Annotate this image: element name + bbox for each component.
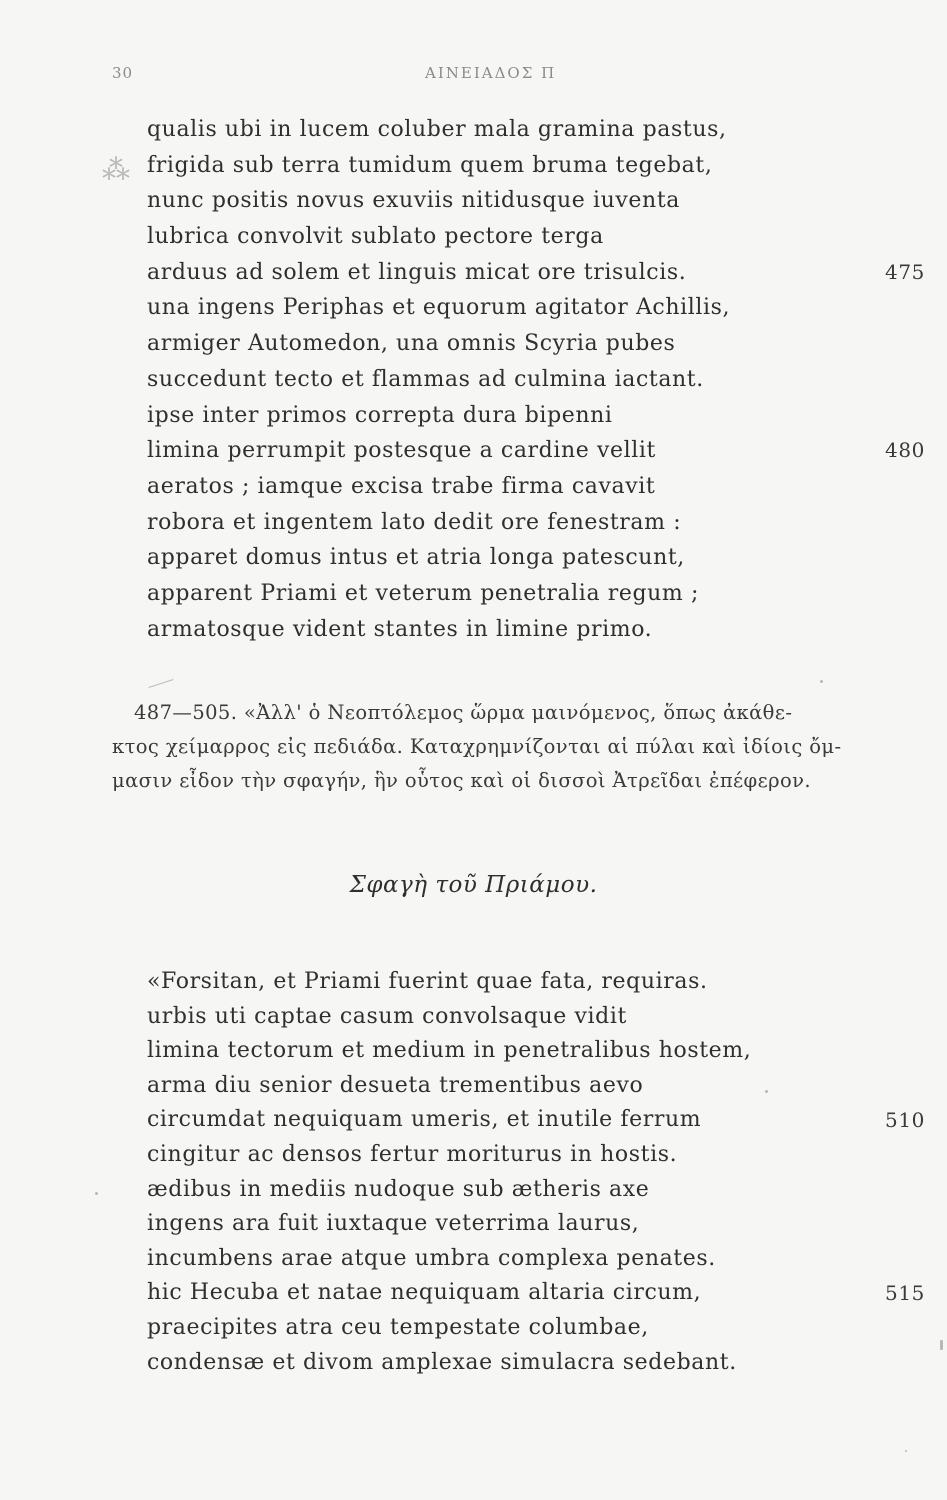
greek-summary — [112, 696, 937, 798]
verse-line — [147, 1346, 847, 1381]
verse-text: hic Hecuba et natae nequiquam altaria circum, — [147, 1280, 702, 1306]
verse-line — [147, 148, 847, 184]
verse-line — [147, 183, 847, 219]
verse-text: ipse inter primos correpta dura bipenni — [147, 402, 613, 428]
verse-line — [147, 1000, 847, 1035]
verse-line — [147, 1069, 847, 1104]
verse-block-top — [147, 112, 925, 647]
paper-speck — [765, 1090, 768, 1093]
verse-line — [147, 290, 847, 326]
verse-line — [147, 1207, 847, 1242]
paper-speck — [820, 680, 823, 683]
verse-text: apparent Priami et veterum penetralia regum ; — [147, 580, 700, 606]
summary-line: μασιν εἶδον τὴν σφαγήν, ἣν οὗτος καὶ οἱ δισσοὶ Ἀτρεῖδαι ἐπέφερον. — [112, 769, 811, 792]
verse-line — [147, 505, 847, 541]
line-number: 480 — [885, 438, 925, 463]
verse-text: urbis uti captae casum convolsaque vidit — [147, 1003, 627, 1029]
paper-speck — [940, 1340, 943, 1350]
verse-text: cingitur ac densos fertur moriturus in hostis. — [147, 1141, 678, 1167]
verse-line — [147, 433, 925, 469]
verse-text: condensæ et divom amplexae simulacra sedebant. — [147, 1349, 737, 1375]
verse-text: limina tectorum et medium in penetralibus hostem, — [147, 1038, 752, 1064]
page-number: 30 — [112, 64, 134, 82]
verse-text: qualis ubi in lucem coluber mala gramina pastus, — [147, 117, 727, 142]
verse-text: lubrica convolvit sublato pectore terga — [147, 224, 604, 250]
section-title: Σφαγὴ τοῦ Πριάμου. — [349, 872, 598, 898]
verse-line — [147, 255, 925, 291]
verse-text: ingens ara fuit iuxtaque veterrima laurus, — [147, 1211, 640, 1237]
pencil-stroke — [148, 679, 173, 688]
verse-text: praecipites atra ceu tempestate columbae, — [147, 1314, 649, 1340]
line-number: 515 — [885, 1281, 925, 1306]
verse-text: «Forsitan, et Priami fuerint quae fata, requiras. — [147, 969, 708, 994]
verse-line — [147, 362, 847, 398]
ink-stain-mark: ⁂ — [102, 153, 130, 186]
verse-text: arduus ad solem et linguis micat ore trisulcis. — [147, 259, 687, 285]
verse-line — [147, 1103, 925, 1138]
verse-text: apparet domus intus et atria longa patescunt, — [147, 545, 685, 571]
summary-line: 487—505. «Ἀλλ' ὁ Νεοπτόλεμος ὥρμα μαινόμενος, ὅπως ἀκάθε- — [134, 701, 793, 724]
verse-line — [147, 1173, 847, 1208]
verse-line — [147, 540, 847, 576]
verse-text: aeratos ; iamque excisa trabe firma cavavit — [147, 473, 656, 499]
verse-text: limina perrumpit postesque a cardine vellit — [147, 438, 656, 464]
verse-text: armiger Automedon, una omnis Scyria pubes — [147, 331, 676, 357]
verse-line — [147, 576, 847, 612]
verse-text: frigida sub terra tumidum quem bruma tegebat, — [147, 152, 713, 178]
verse-text: succedunt tecto et flammas ad culmina iactant. — [147, 366, 704, 392]
verse-text: una ingens Periphas et equorum agitator Achillis, — [147, 295, 731, 321]
verse-block-bottom — [147, 965, 925, 1380]
verse-text: robora et ingentem lato dedit ore fenestram : — [147, 509, 682, 535]
verse-line — [147, 1034, 847, 1069]
verse-text: armatosque vident stantes in limine primo. — [147, 616, 653, 642]
verse-line — [147, 612, 847, 648]
verse-line — [147, 1242, 847, 1277]
verse-line — [147, 469, 847, 505]
line-number: 510 — [885, 1108, 925, 1133]
verse-line — [147, 326, 847, 362]
verse-text: circumdat nequiquam umeris, et inutile ferrum — [147, 1107, 702, 1133]
verse-line — [147, 219, 847, 255]
verse-text: nunc positis novus exuviis nitidusque iuventa — [147, 188, 680, 214]
verse-text: ædibus in mediis nudoque sub ætheris axe — [147, 1176, 650, 1202]
verse-line — [147, 1276, 925, 1311]
page-header — [0, 64, 947, 88]
verse-line — [147, 398, 847, 434]
paper-speck — [905, 1450, 907, 1452]
summary-line: κτος χείμαρρος εἰς πεδιάδα. Καταχρημνίζονται αἱ πύλαι καὶ ἰδίοις ὄμ- — [112, 735, 842, 758]
verse-line — [147, 1138, 847, 1173]
verse-text: incumbens arae atque umbra complexa penates. — [147, 1245, 716, 1271]
verse-line — [147, 112, 847, 148]
verse-line — [147, 965, 847, 1000]
paper-speck — [95, 1192, 98, 1195]
line-number: 475 — [885, 259, 925, 284]
running-head: ΑΙΝΕΙΑΔΟΣ Π — [425, 64, 557, 82]
verse-line — [147, 1311, 847, 1346]
verse-text: arma diu senior desueta trementibus aevo — [147, 1072, 644, 1098]
